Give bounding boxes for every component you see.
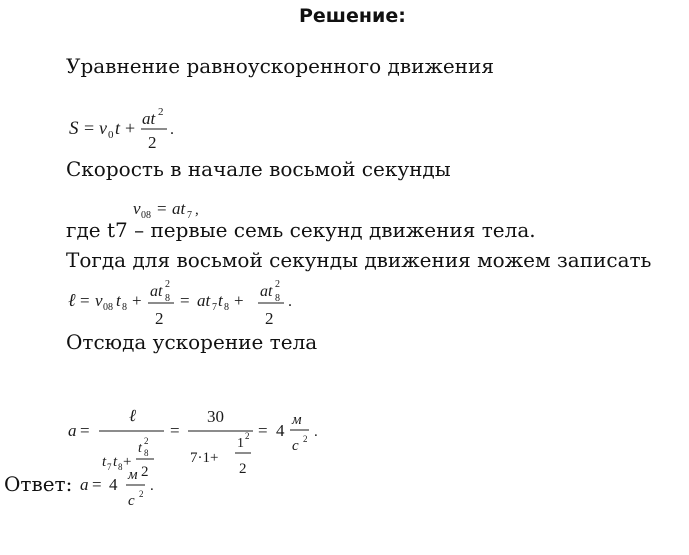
unit-second: с (292, 438, 299, 454)
svg-text:a: a (68, 421, 77, 440)
svg-text:+: + (123, 454, 132, 470)
svg-text:at: at (260, 283, 273, 300)
formula-answer (78, 462, 178, 512)
svg-text:=: = (180, 291, 190, 310)
svg-text:0: 0 (108, 129, 114, 141)
svg-text:7: 7 (107, 462, 112, 472)
numerator-thirty: 30 (207, 407, 224, 426)
svg-text:8: 8 (144, 448, 149, 458)
svg-text:2: 2 (139, 489, 144, 499)
acceleration-text: Отсюда ускорение тела (66, 330, 318, 354)
svg-text:1: 1 (237, 436, 244, 451)
svg-text:2: 2 (155, 309, 164, 328)
svg-text:a: a (80, 475, 89, 494)
svg-text:7: 7 (187, 210, 192, 221)
svg-text:=: = (258, 421, 268, 440)
svg-text:t: t (138, 441, 142, 456)
svg-text:8: 8 (224, 302, 229, 313)
svg-text:2: 2 (239, 461, 247, 477)
svg-text:2: 2 (148, 133, 157, 152)
svg-text:at: at (197, 291, 211, 310)
svg-text:2: 2 (141, 464, 149, 480)
svg-text:2: 2 (303, 434, 308, 444)
svg-text:+: + (234, 291, 244, 310)
svg-text:2: 2 (158, 106, 164, 118)
svg-text:t: t (218, 291, 223, 310)
answer-label: Ответ: (4, 472, 73, 496)
svg-text:+: + (125, 118, 136, 138)
answer-unit-second: с (128, 493, 135, 509)
svg-text:t: t (116, 291, 121, 310)
formula-eighth-second-path (66, 276, 316, 330)
svg-text:v: v (95, 291, 103, 310)
svg-text:4: 4 (109, 475, 118, 494)
svg-text:08: 08 (141, 210, 151, 221)
svg-text:at: at (150, 283, 163, 300)
speed-eighth-second-text: Скорость в начале восьмой секунды (66, 157, 451, 181)
svg-text:v: v (99, 118, 107, 138)
solution-heading: Решение: (299, 5, 406, 27)
svg-text:ℓ: ℓ (68, 290, 76, 310)
svg-text:8: 8 (165, 293, 170, 304)
svg-text:=: = (92, 475, 102, 494)
uniform-acceleration-text: Уравнение равноускоренного движения (66, 54, 494, 78)
svg-text:=: = (80, 421, 90, 440)
svg-text:2: 2 (165, 279, 170, 290)
svg-text:t: t (113, 454, 118, 470)
svg-text:v: v (133, 199, 141, 218)
svg-text:8: 8 (122, 302, 127, 313)
denominator-seven-times-one: 7·1+ (190, 450, 219, 466)
svg-text:=: = (80, 291, 90, 310)
svg-text:t: t (115, 118, 121, 138)
svg-text:.: . (150, 478, 154, 494)
svg-text:7: 7 (212, 302, 217, 313)
svg-text:=: = (84, 118, 95, 138)
svg-text:,: , (195, 202, 199, 218)
svg-text:ℓ: ℓ (129, 406, 137, 425)
svg-text:2: 2 (265, 309, 274, 328)
svg-text:.: . (170, 121, 174, 138)
svg-text:08: 08 (103, 302, 113, 313)
svg-text:8: 8 (118, 462, 123, 472)
svg-text:.: . (288, 293, 292, 310)
t7-definition-text: где t7 – первые семь секунд движения тела. (66, 218, 536, 242)
unit-meter: м (292, 412, 302, 428)
acceleration-value: 4 (276, 421, 285, 440)
svg-text:.: . (314, 424, 318, 440)
svg-text:=: = (170, 421, 180, 440)
svg-text:=: = (157, 199, 167, 218)
svg-text:at: at (172, 199, 186, 218)
svg-text:2: 2 (275, 279, 280, 290)
svg-text:+: + (132, 291, 142, 310)
svg-text:2: 2 (245, 431, 250, 441)
svg-text:t: t (102, 454, 107, 470)
answer-unit-meter: м (128, 467, 138, 483)
formula-displacement (66, 104, 196, 154)
svg-text:2: 2 (144, 436, 149, 446)
eighth-second-text: Тогда для восьмой секунды движения можем записать (66, 248, 652, 272)
svg-text:S: S (69, 118, 79, 139)
svg-text:8: 8 (275, 293, 280, 304)
svg-text:at: at (142, 109, 156, 128)
